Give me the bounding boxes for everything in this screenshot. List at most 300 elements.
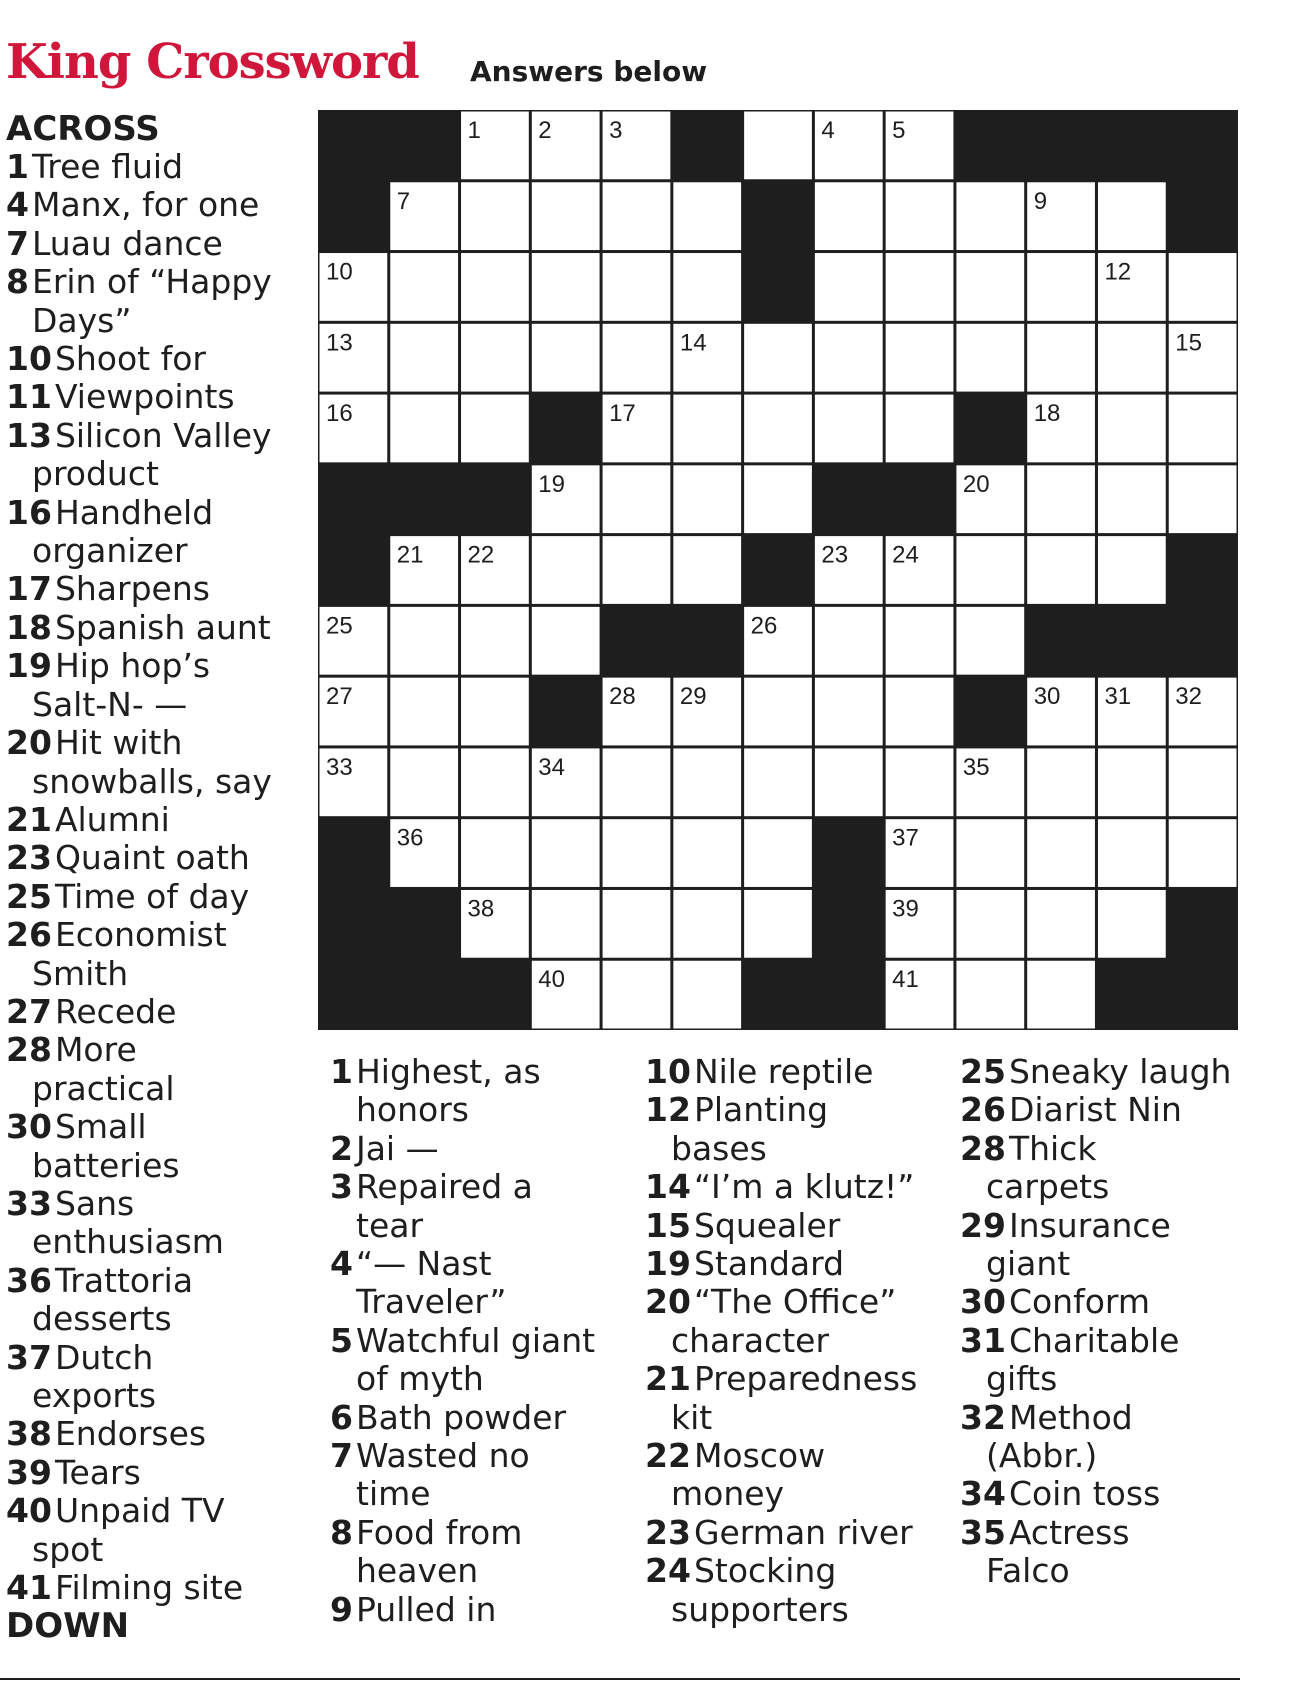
grid-block [884, 464, 955, 535]
clue-line [6, 1377, 311, 1415]
across-clue-20 [6, 724, 311, 801]
clue-text: Stocking [693, 1551, 837, 1591]
grid-cell[interactable] [1027, 748, 1095, 816]
across-heading: ACROSS [6, 109, 160, 149]
clue-line [6, 494, 311, 532]
clue-line [6, 955, 311, 993]
cell-number: 21 [396, 541, 424, 569]
grid-cell[interactable] [1098, 536, 1166, 604]
grid-cell[interactable] [956, 324, 1024, 392]
grid-cell[interactable] [461, 253, 529, 321]
clue-line [6, 1147, 311, 1185]
grid-cell[interactable] [390, 748, 458, 816]
clue-number: 29 [960, 1205, 1006, 1245]
grid-cell[interactable] [956, 890, 1024, 958]
grid-cell[interactable] [532, 324, 600, 392]
across-clue-list [6, 148, 311, 1607]
clue-number: 7 [330, 1436, 353, 1476]
grid-cell[interactable] [815, 607, 883, 675]
clue-text: of myth [356, 1359, 484, 1399]
across-clue-16 [6, 494, 311, 571]
grid-block [672, 605, 743, 676]
grid-cell[interactable] [744, 819, 812, 887]
clue-number: 24 [645, 1551, 691, 1591]
grid-cell[interactable] [1027, 465, 1095, 533]
clue-text: Charitable [1008, 1320, 1180, 1360]
grid-block [955, 676, 1026, 747]
grid-cell[interactable] [744, 678, 812, 746]
grid-cell[interactable] [673, 536, 741, 604]
cell-number: 1 [467, 117, 481, 144]
grid-cell[interactable] [673, 890, 741, 958]
grid-cell[interactable] [461, 748, 529, 816]
across-clue-28 [6, 1031, 311, 1108]
grid-cell[interactable] [1098, 748, 1166, 816]
clue-text: supporters [671, 1589, 849, 1629]
grid-cell[interactable] [956, 536, 1024, 604]
grid-block [672, 110, 743, 181]
cell-number: 22 [467, 541, 495, 569]
clue-text: carpets [986, 1167, 1110, 1207]
clue-text: Squealer [693, 1205, 841, 1245]
grid-cell[interactable] [603, 324, 671, 392]
grid-block [743, 535, 814, 606]
down-clue-5 [330, 1322, 630, 1399]
clue-line [6, 1569, 311, 1607]
grid-cell[interactable] [1098, 395, 1166, 463]
across-clue-18 [6, 609, 311, 647]
clue-text: Dutch [54, 1337, 154, 1377]
clue-number: 31 [960, 1320, 1006, 1360]
cell-number: 13 [326, 329, 353, 357]
clue-line [6, 1492, 311, 1530]
across-clue-40 [6, 1492, 311, 1569]
clue-line [645, 1437, 945, 1475]
grid-cell[interactable] [532, 819, 600, 887]
clue-number: 17 [6, 569, 52, 609]
grid-block [318, 535, 389, 606]
clue-text: exports [32, 1376, 157, 1415]
grid-block [813, 959, 884, 1030]
grid-block [1096, 959, 1167, 1030]
grid-cell[interactable] [461, 182, 529, 250]
clue-number: 36 [6, 1260, 52, 1300]
cell-number: 10 [326, 258, 353, 286]
clue-line [6, 993, 311, 1031]
grid-cell[interactable] [886, 324, 954, 392]
across-clue-30 [6, 1108, 311, 1185]
grid-cell[interactable] [744, 324, 812, 392]
clue-text: Standard [693, 1244, 845, 1284]
grid-cell[interactable] [461, 819, 529, 887]
grid-cell[interactable] [744, 112, 812, 180]
clue-text: heaven [356, 1551, 479, 1591]
grid-block [1096, 110, 1167, 181]
clue-line [6, 148, 311, 186]
clue-line [960, 1283, 1250, 1321]
grid-cell[interactable] [461, 678, 529, 746]
grid-cell[interactable] [815, 395, 883, 463]
grid-cell[interactable] [390, 324, 458, 392]
across-clue-17 [6, 570, 311, 608]
down-clue-2 [330, 1130, 630, 1168]
grid-cell[interactable] [744, 890, 812, 958]
grid-cell[interactable] [673, 395, 741, 463]
down-clues-column-1 [330, 1053, 630, 1629]
grid-block [601, 605, 672, 676]
grid-block [1096, 605, 1167, 676]
clue-number: 19 [6, 646, 52, 686]
grid-block [389, 110, 460, 181]
grid-block [389, 888, 460, 959]
across-clue-39 [6, 1454, 311, 1492]
clue-line [645, 1283, 945, 1321]
grid-block [318, 464, 389, 535]
down-clue-7 [330, 1437, 630, 1514]
clue-text: Method [1008, 1397, 1133, 1437]
grid-cell[interactable] [390, 253, 458, 321]
grid-cell[interactable] [744, 395, 812, 463]
clue-line [645, 1245, 945, 1283]
grid-cell[interactable] [461, 395, 529, 463]
clue-number: 23 [6, 838, 52, 878]
grid-cell[interactable] [532, 182, 600, 250]
clue-line [6, 609, 311, 647]
grid-cell[interactable] [390, 607, 458, 675]
clue-line [960, 1245, 1250, 1283]
cell-number: 19 [538, 470, 566, 498]
clue-line [330, 1437, 630, 1475]
clue-number: 41 [6, 1568, 52, 1608]
clue-line [960, 1399, 1250, 1437]
clue-number: 30 [6, 1107, 52, 1147]
clue-text: Sans [54, 1183, 135, 1223]
grid-cell[interactable] [1169, 395, 1237, 463]
grid-cell[interactable] [886, 182, 954, 250]
clue-text: Luau dance [31, 223, 223, 263]
grid-cell[interactable] [815, 182, 883, 250]
across-clues [6, 110, 311, 1645]
down-clue-23 [645, 1514, 945, 1552]
clue-line [645, 1053, 945, 1091]
down-clue-32 [960, 1399, 1250, 1476]
grid-cell[interactable] [815, 748, 883, 816]
grid-cell[interactable] [815, 324, 883, 392]
clue-number: 35 [960, 1512, 1006, 1552]
grid-cell[interactable] [1027, 536, 1095, 604]
grid-cell[interactable] [956, 819, 1024, 887]
grid-cell[interactable] [673, 961, 741, 1029]
clue-line [6, 1185, 311, 1223]
grid-cell[interactable] [1098, 324, 1166, 392]
grid-cell[interactable] [532, 890, 600, 958]
grid-cell[interactable] [956, 182, 1024, 250]
clue-line [6, 302, 311, 340]
down-clue-8 [330, 1514, 630, 1591]
grid-cell[interactable] [1027, 819, 1095, 887]
across-clue-21 [6, 801, 311, 839]
grid-cell[interactable] [1027, 324, 1095, 392]
clue-text: Smith [32, 953, 129, 993]
clue-number: 9 [330, 1589, 353, 1629]
grid-block [1167, 110, 1238, 181]
clue-line [330, 1591, 630, 1629]
grid-cell[interactable] [956, 607, 1024, 675]
cell-number: 26 [750, 612, 778, 640]
grid-cell[interactable] [886, 395, 954, 463]
clue-number: 14 [645, 1167, 691, 1207]
grid-cell[interactable] [532, 253, 600, 321]
clue-line [330, 1053, 630, 1091]
clue-text: Sneaky laugh [1008, 1052, 1232, 1091]
clue-text: Diarist Nin [1008, 1090, 1182, 1130]
grid-cell[interactable] [1169, 465, 1237, 533]
clue-line [6, 378, 311, 416]
clue-line [330, 1091, 630, 1129]
grid-block [1167, 959, 1238, 1030]
clue-line [645, 1091, 945, 1129]
clue-line [645, 1591, 945, 1629]
grid-cell[interactable] [1169, 819, 1237, 887]
cell-number: 37 [892, 824, 919, 852]
clue-number: 4 [330, 1244, 353, 1284]
cell-number: 20 [962, 470, 990, 498]
clue-line [6, 1223, 311, 1261]
grid-cell[interactable] [886, 678, 954, 746]
cell-number: 32 [1175, 683, 1202, 711]
clue-line [330, 1130, 630, 1168]
clue-text: Time of day [54, 876, 250, 916]
clue-line [645, 1552, 945, 1590]
grid-cell[interactable] [603, 536, 671, 604]
grid-cell[interactable] [1098, 465, 1166, 533]
bottom-rule [0, 1678, 1240, 1680]
cell-number: 23 [821, 541, 849, 569]
cell-number: 36 [396, 824, 424, 852]
clue-line [330, 1207, 630, 1245]
grid-cell[interactable] [1169, 748, 1237, 816]
clue-line [645, 1475, 945, 1513]
clue-number: 40 [6, 1491, 52, 1531]
across-clue-23 [6, 839, 311, 877]
clue-text: batteries [32, 1145, 180, 1185]
clue-line [645, 1360, 945, 1398]
clue-line [6, 801, 311, 839]
grid-cell[interactable] [886, 607, 954, 675]
clue-text: gifts [986, 1359, 1058, 1399]
grid-block [1167, 888, 1238, 959]
clue-text: Nile reptile [693, 1052, 874, 1091]
down-clue-31 [960, 1322, 1250, 1399]
clue-line [6, 878, 311, 916]
clue-line [6, 455, 311, 493]
grid-block [318, 181, 389, 252]
clue-text: Traveler” [356, 1282, 507, 1322]
grid-block [1167, 181, 1238, 252]
down-clue-34 [960, 1475, 1250, 1513]
clue-number: 8 [6, 262, 29, 302]
grid-cell[interactable] [815, 253, 883, 321]
clue-line [960, 1168, 1250, 1206]
grid-block [530, 676, 601, 747]
grid-cell[interactable] [744, 465, 812, 533]
cell-number: 40 [538, 966, 566, 994]
clue-text: Silicon Valley [54, 415, 272, 455]
down-clue-15 [645, 1207, 945, 1245]
down-clue-21 [645, 1360, 945, 1437]
clue-text: Watchful giant [355, 1320, 596, 1360]
cell-number: 28 [609, 683, 636, 711]
grid-cell[interactable] [673, 253, 741, 321]
clue-line [330, 1399, 630, 1437]
grid-cell[interactable] [603, 182, 671, 250]
clue-text: Days” [32, 300, 132, 340]
grid-cell[interactable] [603, 961, 671, 1029]
grid-cell[interactable] [1027, 961, 1095, 1029]
grid-cell[interactable] [1098, 890, 1166, 958]
clue-number: 13 [6, 415, 52, 455]
clue-line [960, 1437, 1250, 1475]
cell-number: 7 [396, 187, 411, 215]
grid-cell[interactable] [461, 607, 529, 675]
grid-cell[interactable] [603, 819, 671, 887]
clue-number: 10 [6, 339, 52, 379]
clue-text: German river [693, 1512, 913, 1552]
clue-text: Actress [1008, 1512, 1130, 1552]
across-clue-27 [6, 993, 311, 1031]
clue-text: Moscow [693, 1436, 826, 1476]
clue-number: 32 [960, 1397, 1006, 1437]
clue-number: 11 [6, 377, 52, 417]
grid-block [1167, 605, 1238, 676]
grid-block [813, 888, 884, 959]
grid-cell[interactable] [390, 395, 458, 463]
clue-line [330, 1283, 630, 1321]
grid-cell[interactable] [673, 465, 741, 533]
cell-number: 16 [326, 400, 353, 428]
grid-block [955, 393, 1026, 464]
grid-cell[interactable] [532, 536, 600, 604]
clue-line [645, 1130, 945, 1168]
grid-cell[interactable] [956, 253, 1024, 321]
grid-cell[interactable] [461, 324, 529, 392]
clue-text: bases [671, 1128, 767, 1168]
clue-line [330, 1475, 630, 1513]
clue-text: tear [356, 1205, 424, 1245]
clue-line [330, 1245, 630, 1283]
clue-line [645, 1322, 945, 1360]
cell-number: 4 [821, 117, 835, 144]
grid-cell[interactable] [603, 465, 671, 533]
across-clue-13 [6, 417, 311, 494]
grid-block [530, 393, 601, 464]
grid-cell[interactable] [1098, 182, 1166, 250]
grid-cell[interactable] [673, 182, 741, 250]
grid-cell[interactable] [1098, 819, 1166, 887]
grid-cell[interactable] [532, 607, 600, 675]
clue-number: 34 [960, 1474, 1006, 1514]
clue-number: 38 [6, 1414, 52, 1454]
grid-cell[interactable] [390, 678, 458, 746]
cell-number: 24 [892, 541, 919, 569]
grid-block [813, 464, 884, 535]
grid-cell[interactable] [815, 678, 883, 746]
grid-cell[interactable] [673, 819, 741, 887]
clue-text: “The Office” [693, 1282, 897, 1322]
grid-cell[interactable] [886, 253, 954, 321]
grid-cell[interactable] [1027, 890, 1095, 958]
cell-number: 17 [609, 400, 636, 428]
grid-cell[interactable] [603, 748, 671, 816]
clue-text: Food from [355, 1512, 523, 1552]
grid-block [1167, 535, 1238, 606]
grid-cell[interactable] [956, 961, 1024, 1029]
grid-cell[interactable] [603, 890, 671, 958]
clue-text: Viewpoints [54, 377, 235, 417]
clue-line [6, 532, 311, 570]
clue-line [330, 1322, 630, 1360]
clue-text: Falco [986, 1551, 1070, 1591]
grid-block [743, 181, 814, 252]
clue-text: Planting [693, 1090, 829, 1130]
down-clue-30 [960, 1283, 1250, 1321]
clue-line [960, 1360, 1250, 1398]
grid-cell[interactable] [673, 748, 741, 816]
down-clues-column-2 [645, 1053, 945, 1629]
clue-number: 33 [6, 1183, 52, 1223]
clue-number: 2 [330, 1128, 353, 1168]
down-heading: DOWN [6, 1606, 130, 1647]
grid-cell[interactable] [886, 748, 954, 816]
cell-number: 18 [1033, 400, 1061, 428]
grid-cell[interactable] [1169, 253, 1237, 321]
clue-number: 39 [6, 1452, 52, 1492]
clue-line [330, 1168, 630, 1206]
clue-text: Tree fluid [31, 147, 184, 186]
clue-number: 4 [6, 185, 29, 225]
grid-cell[interactable] [744, 748, 812, 816]
clue-text: character [671, 1320, 830, 1360]
clue-text: Erin of “Happy [31, 262, 272, 302]
down-clues-column-3 [960, 1053, 1250, 1591]
clue-number: 5 [330, 1320, 353, 1360]
clue-line [960, 1475, 1250, 1513]
down-clue-25 [960, 1053, 1250, 1091]
clue-text: practical [32, 1068, 175, 1108]
across-clue-37 [6, 1339, 311, 1416]
clue-line [6, 417, 311, 455]
down-clue-list-2 [645, 1053, 945, 1629]
clue-text: giant [986, 1244, 1071, 1284]
down-clue-9 [330, 1591, 630, 1629]
down-clue-10 [645, 1053, 945, 1091]
cell-number: 14 [679, 329, 707, 357]
grid-block [955, 110, 1026, 181]
grid-block [460, 959, 531, 1030]
clue-text: money [671, 1474, 785, 1514]
clue-text: Jai — [355, 1128, 439, 1168]
grid-cell[interactable] [1027, 253, 1095, 321]
answers-note: Answers below [470, 55, 708, 88]
clue-text: Wasted no [355, 1436, 530, 1476]
clue-number: 25 [6, 876, 52, 916]
across-clue-4 [6, 186, 311, 224]
grid-block [318, 888, 389, 959]
clue-number: 8 [330, 1512, 353, 1552]
clue-line [6, 225, 311, 263]
grid-cell[interactable] [603, 253, 671, 321]
clue-line [6, 1070, 311, 1108]
